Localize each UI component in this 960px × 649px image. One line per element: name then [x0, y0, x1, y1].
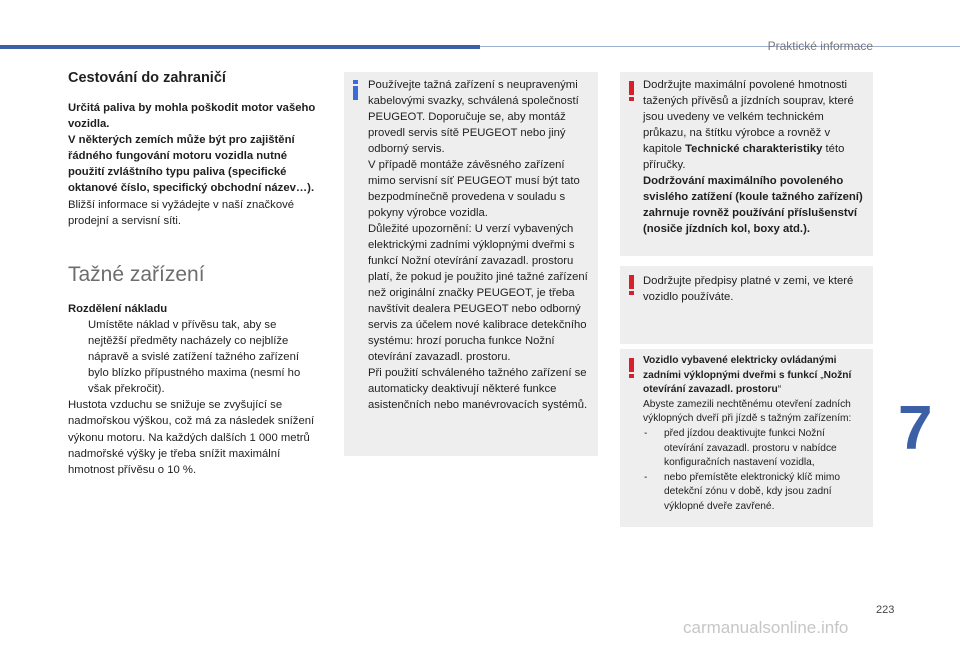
tailgate-item-2: - nebo přemístěte elektronický klíč mimo detekční zónu v době, kdy jsou zadní výklopné dveře zavřené.: [644, 471, 841, 512]
weights-text: Dodržujte maximální povolené hmotnosti tažených přívěsů a jízdních souprav, které jsou uvedeny ve velkém technickém průkazu, na štítku výrobce a rovněž v kapitole Technické charakteristiky této příručky.: [643, 79, 854, 171]
section-title: Praktické informace: [767, 39, 873, 53]
info-icon: [350, 80, 362, 102]
main-column: [68, 70, 318, 478]
tailgate-item-1: - před jízdou deaktivujte funkci Nožní otevírání zavazadl. prostoru v nabídce konfiguračních nastavení vozidla,: [644, 427, 837, 469]
info-paragraph-3: Důležité upozornění: U verzí vybavených elektrickými zadními výklopnými dveřmi s funkcí Nožní otevírání zavazadl. prostoru platí, že pokud je použito jiné tažné zařízení než originální značky PEUGEOT, je třeba navštívit dealera PEUGEOT nebo odborný servis za účelem nové kalibrace detekčního systému: hrozí porucha funkce Nožní otevírání zavazadl. prostoru.: [368, 223, 588, 363]
travel-heading: Cestování do zahraničí: [68, 70, 226, 86]
altitude-text: Hustota vzduchu se snižuje se zvyšující se nadmořskou výškou, což má za následek snížení výkonu motoru. Na každých dalších 1 000 metrů nadmořské výšky je třeba snížit maximální hmotnost přívěsu o 10 %.: [68, 399, 315, 476]
travel-warning: Určitá paliva by mohla poškodit motor vašeho vozidla.: [68, 102, 316, 131]
tailgate-heading: Vozidlo vybavené elektricky ovládanými zadními výklopnými dveřmi s funkcí „Nožní otevírání zavazadl. prostoru“: [643, 355, 852, 396]
info-paragraph-1: Používejte tažná zařízení s neupravenými kabelovými svazky, schválená společností PEUGEOT. Doporučuje se, aby montáž provedl servis sítě PEUGEOT nebo jiný odborný servis.: [368, 79, 579, 155]
warning-icon: [626, 358, 638, 380]
header-rule: [0, 45, 480, 49]
travel-fuel-note: V některých zemích může být pro zajištění řádného fungování motoru vozidla nutné použití zvláštního typu paliva (specifické oktanové číslo, specifický obchodní název…).: [68, 134, 315, 195]
watermark: carmanualsonline.info: [683, 618, 849, 637]
info-paragraph-2: V případě montáže závěsného zařízení mimo servisní síť PEUGEOT musí být tato bezpodmínečně provedena v souladu s pokyny výrobce vozidla.: [368, 159, 580, 219]
load-heading: Rozdělení nákladu: [68, 302, 168, 315]
header-rule-thin: [480, 46, 960, 47]
chapter-number: 7: [898, 394, 933, 463]
warning-box-regulations: [620, 266, 873, 344]
warning-icon: [626, 275, 638, 297]
vertical-load-note: Dodržování maximálního povoleného svislého zatížení (koule tažného zařízení) zahrnuje rovněž používání příslušenství (nosiče jízdních kol, boxy atd.).: [643, 175, 863, 235]
load-bullet: [68, 317, 318, 397]
travel-info: Bližší informace si vyžádejte v naší značkové prodejní a servisní síti.: [68, 198, 295, 227]
info-paragraph-4: Při použití schváleného tažného zařízení se automaticky deaktivují některé funkce asistenčních nebo manévrovacích systémů.: [368, 367, 588, 411]
towing-heading: Tažné zařízení: [68, 262, 205, 286]
warning-box-tailgate: [620, 349, 873, 527]
tailgate-text: Abyste zamezili nechtěnému otevření zadních výklopných dveří při jízdě s tažným zařízením:: [643, 398, 852, 425]
page-number: 223: [876, 604, 895, 616]
warning-box-weights: [620, 72, 873, 256]
chapter-reference: Technické charakteristiky: [685, 143, 823, 155]
load-bullet-text: Umístěte náklad v přívěsu tak, aby se nejtěžší předměty nacházely co nejblíže nápravě a svislé zatížení tažného zařízení bylo blízko přípustného maxima (nesmí ho však překročit).: [88, 318, 301, 396]
regulations-text: Dodržujte předpisy platné v zemi, ve které vozidlo používáte.: [643, 275, 854, 303]
warning-icon: [626, 81, 638, 103]
info-box: [344, 72, 598, 456]
